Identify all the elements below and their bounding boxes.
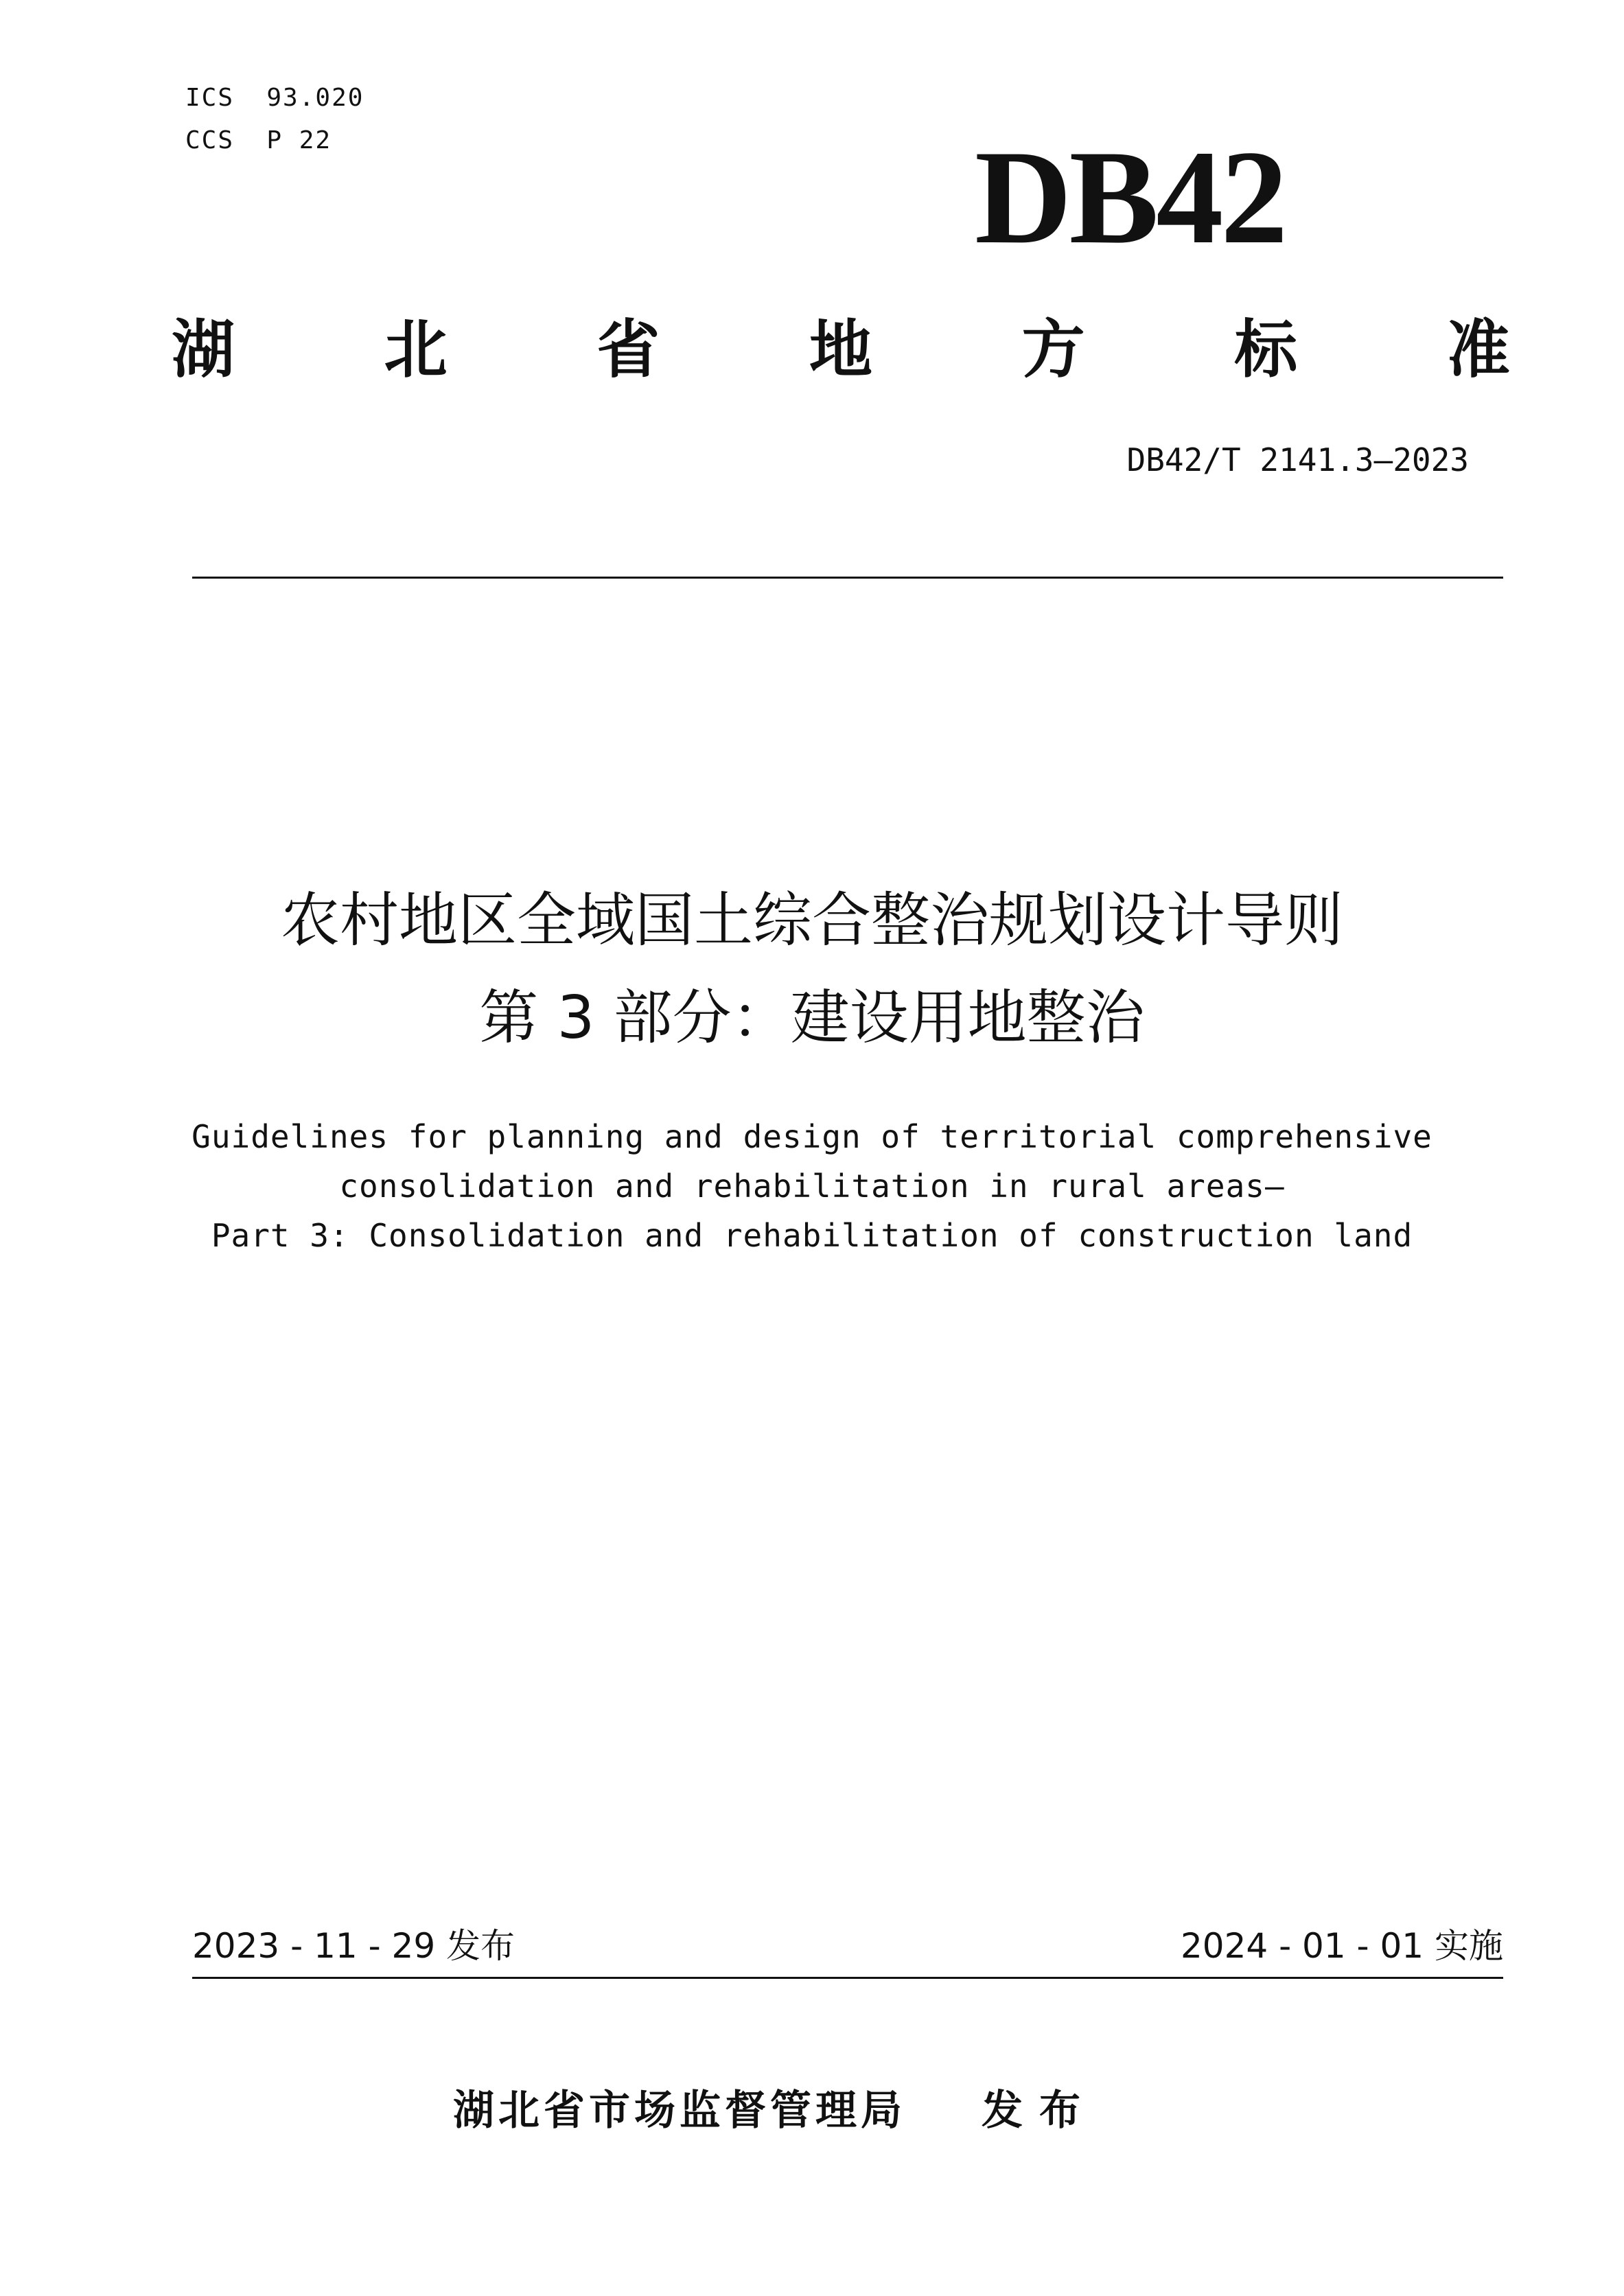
date-row <box>192 1922 1503 1970</box>
heading-char: 标 <box>1234 313 1298 386</box>
chinese-title-line-2: 第 3 部分：建设用地整治 <box>479 984 1145 1052</box>
effective-date: 2024 - 01 - 01 实施 <box>1180 1926 1503 1966</box>
standard-number: DB42/T 2141.3—2023 <box>1126 441 1469 478</box>
english-title-line-1: Guidelines for planning and design of territorial comprehensive <box>192 1118 1432 1155</box>
heading-char: 北 <box>384 313 448 386</box>
bottom-divider <box>192 1977 1503 1979</box>
heading-char: 湖 <box>172 313 235 386</box>
classification-codes <box>185 77 364 162</box>
standard-code-logo: DB42 <box>975 123 1286 272</box>
chinese-title-line-1: 农村地区全域国土综合整治规划设计导则 <box>281 886 1343 955</box>
chinese-title <box>137 872 1487 1067</box>
local-standard-heading <box>172 312 1510 388</box>
issuing-organization: 湖北省市场监督管理局 <box>453 2087 906 2135</box>
ccs-code: CCS P 22 <box>185 126 332 154</box>
ics-code: ICS 93.020 <box>185 84 364 112</box>
issue-action: 发布 <box>982 2087 1097 2135</box>
heading-char: 准 <box>1446 313 1510 386</box>
heading-char: 省 <box>596 313 660 386</box>
top-divider <box>192 577 1503 579</box>
issue-date: 2023 - 11 - 29 发布 <box>192 1926 515 1966</box>
english-title-line-3: Part 3: Consolidation and rehabilitation of construction land <box>211 1217 1413 1254</box>
heading-char: 方 <box>1021 313 1085 386</box>
english-title-line-2: consolidation and rehabilitation in rural areas— <box>339 1168 1285 1205</box>
english-title <box>137 1112 1487 1260</box>
heading-char: 地 <box>809 313 872 386</box>
issuer-line <box>453 2080 1208 2142</box>
